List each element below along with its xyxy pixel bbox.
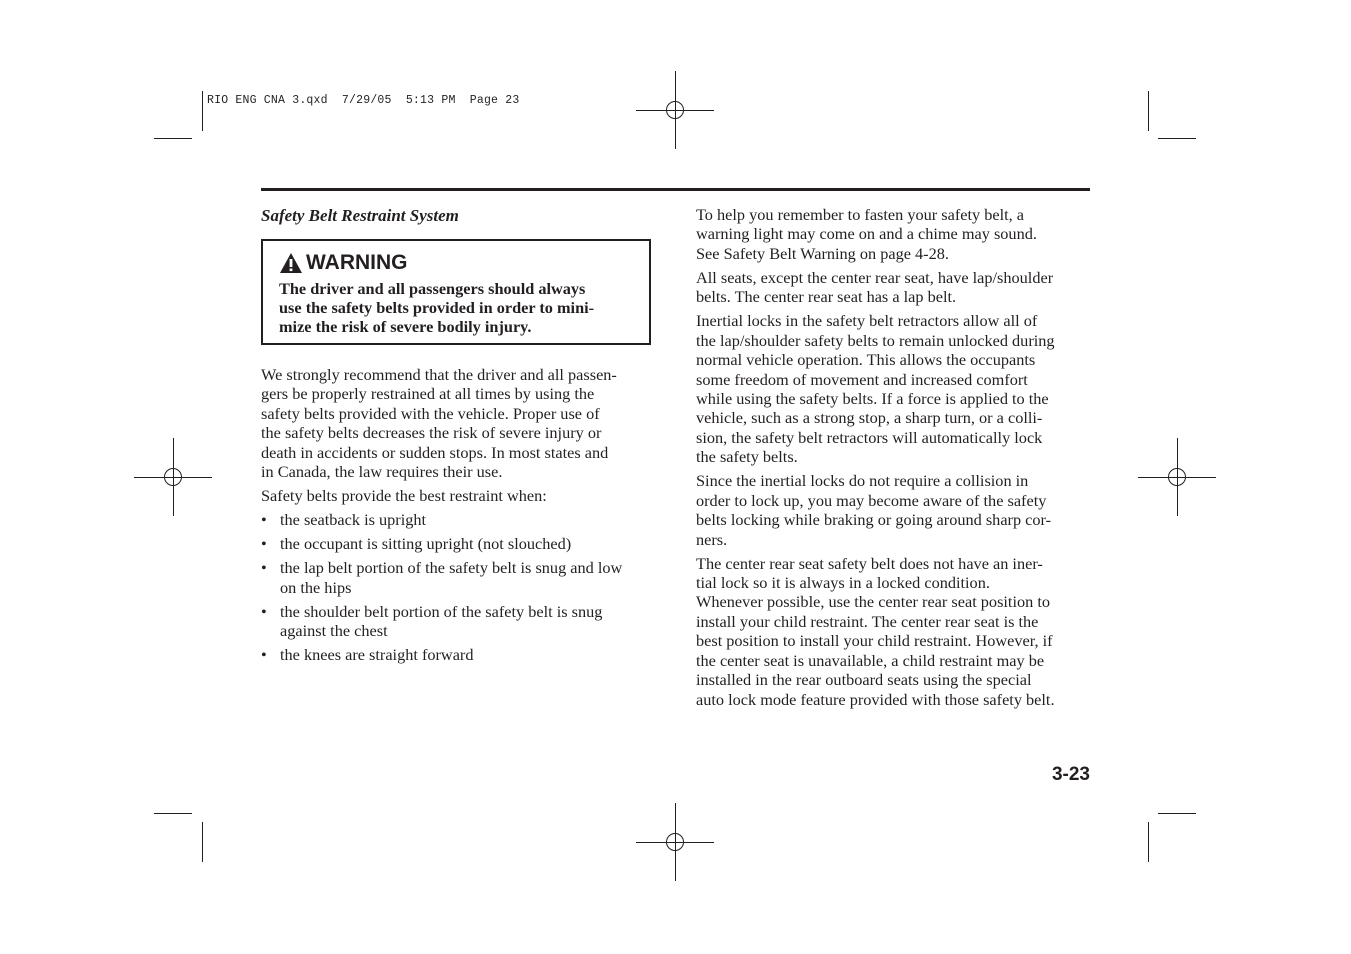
- registration-mark-icon: [134, 438, 212, 516]
- print-slug: RIO ENG CNA 3.qxd 7/29/05 5:13 PM Page 23: [207, 94, 520, 107]
- text-line: install your child restraint. The center rear seat is the: [696, 611, 1039, 631]
- text-line: while using the safety belts. If a force is applied to the: [696, 389, 1049, 409]
- bullet-icon: •: [261, 510, 267, 530]
- text-line: on the hips: [280, 577, 352, 597]
- text-line: To help you remember to fasten your safety belt, a: [696, 205, 1024, 224]
- registration-mark-icon: [636, 803, 714, 881]
- text-line: ners.: [696, 529, 728, 549]
- text-line: tial lock so it is always in a locked condition.: [696, 573, 990, 593]
- left-body: [261, 365, 657, 664]
- paragraph-inertial-locks: [696, 311, 1091, 466]
- paragraph-lock-awareness: [696, 471, 1091, 549]
- bullet-icon: •: [261, 601, 267, 621]
- text-line: against the chest: [280, 621, 388, 641]
- left-column: [261, 205, 657, 669]
- crop-mark-bottom-left-v: [202, 822, 203, 862]
- text-line: installed in the rear outboard seats using the special: [696, 670, 1032, 690]
- section-title: Safety Belt Restraint System: [261, 206, 459, 225]
- text-line: the knees are straight forward: [280, 645, 474, 665]
- text-line: the shoulder belt portion of the safety belt is snug: [280, 601, 603, 621]
- list-item: [261, 602, 657, 641]
- text-line: the safety belts decreases the risk of severe injury or: [261, 423, 602, 443]
- right-column: [696, 205, 1091, 714]
- intro-paragraph: [261, 365, 657, 481]
- bullet-icon: •: [261, 558, 267, 578]
- warning-text: [279, 279, 633, 337]
- warning-triangle-icon: [279, 252, 303, 274]
- crop-mark-top-left-v: [202, 91, 203, 131]
- list-item: [261, 510, 657, 529]
- text-line: best position to install your child restraint. However, if: [696, 631, 1053, 651]
- text-line: some freedom of movement and increased comfort: [696, 369, 1028, 389]
- text-line: the center seat is unavailable, a child restraint may be: [696, 650, 1045, 670]
- text-line: in Canada, the law requires their use.: [261, 462, 503, 482]
- text-line: order to lock up, you may become aware of the safety: [696, 490, 1047, 510]
- text-line: Whenever possible, use the center rear seat position to: [696, 592, 1050, 612]
- warning-line: use the safety belts provided in order to mini-: [279, 298, 595, 318]
- text-line: the lap belt portion of the safety belt is snug and low: [280, 558, 623, 578]
- text-line: gers be properly restrained at all times by using the: [261, 384, 595, 404]
- warning-heading-row: [279, 251, 633, 275]
- header-rule: [261, 188, 1090, 191]
- text-line: belts locking while braking or going around sharp cor-: [696, 510, 1052, 530]
- text-line: The center rear seat safety belt does not have an iner-: [696, 553, 1043, 573]
- crop-mark-bottom-left-h: [154, 813, 192, 814]
- text-line: auto lock mode feature provided with those safety belt.: [696, 689, 1055, 709]
- text-line: safety belts provided with the vehicle. Proper use of: [261, 403, 600, 423]
- registration-mark-icon: [1138, 438, 1216, 516]
- text-line: See Safety Belt Warning on page 4-28.: [696, 243, 949, 263]
- restraint-conditions-list: [261, 510, 657, 664]
- text-line: the occupant is sitting upright (not slouched): [280, 534, 572, 554]
- paragraph-reminder: [696, 205, 1091, 263]
- text-line: vehicle, such as a strong stop, a sharp turn, or a colli-: [696, 408, 1043, 428]
- warning-line: mize the risk of severe bodily injury.: [279, 317, 532, 337]
- list-item: [261, 645, 657, 664]
- list-item: [261, 558, 657, 597]
- warning-heading: WARNING: [306, 251, 408, 274]
- bullet-icon: •: [261, 534, 267, 554]
- text-line: We strongly recommend that the driver and all passen-: [261, 365, 617, 384]
- crop-mark-bottom-right-v: [1148, 822, 1149, 862]
- text-line: warning light may come on and a chime may sound.: [696, 224, 1037, 244]
- crop-mark-top-right-v: [1148, 91, 1149, 131]
- text-line: the seatback is upright: [280, 510, 427, 530]
- text-line: the lap/shoulder safety belts to remain unlocked during: [696, 330, 1055, 350]
- crop-mark-top-right-h: [1158, 138, 1196, 139]
- registration-mark-icon: [636, 71, 714, 149]
- warning-box: [261, 239, 651, 345]
- text-line: death in accidents or sudden stops. In most states and: [261, 442, 609, 462]
- crop-mark-top-left-h: [154, 138, 192, 139]
- list-intro: Safety belts provide the best restraint when:: [261, 486, 547, 506]
- text-line: Since the inertial locks do not require a collision in: [696, 471, 1029, 491]
- bullet-icon: •: [261, 645, 267, 665]
- warning-line: The driver and all passengers should always: [279, 279, 586, 298]
- paragraph-center-rear-seat: [696, 554, 1091, 709]
- crop-mark-bottom-right-h: [1158, 813, 1196, 814]
- text-line: Inertial locks in the safety belt retractors allow all of: [696, 311, 1038, 331]
- list-item: [261, 534, 657, 553]
- text-line: belts. The center rear seat has a lap belt.: [696, 287, 957, 307]
- paragraph-seat-belts: [696, 268, 1091, 307]
- text-line: All seats, except the center rear seat, have lap/shoulder: [696, 267, 1054, 287]
- text-line: the safety belts.: [696, 447, 798, 467]
- text-line: sion, the safety belt retractors will automatically lock: [696, 427, 1043, 447]
- page-number: 3-23: [1051, 764, 1090, 785]
- text-line: normal vehicle operation. This allows the occupants: [696, 350, 1036, 370]
